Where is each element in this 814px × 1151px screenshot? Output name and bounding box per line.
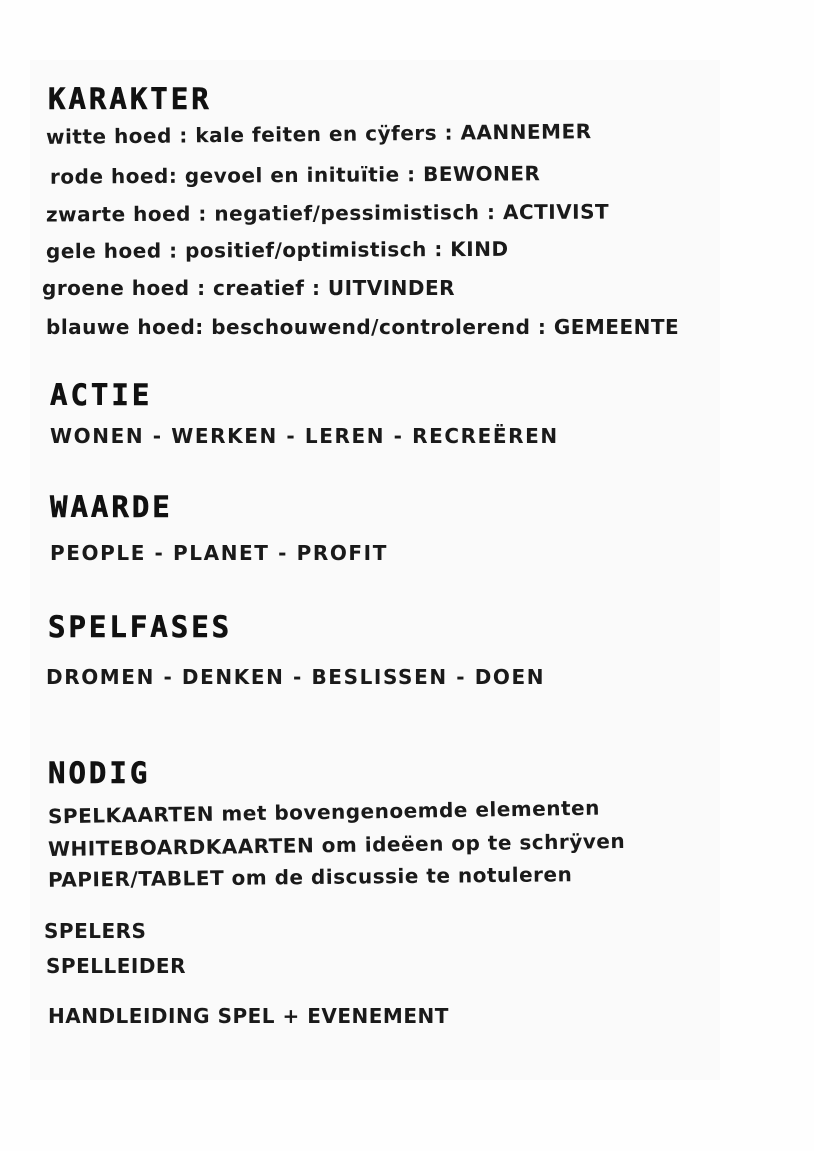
waarde-heading: WAARDE <box>50 490 173 524</box>
nodig-heading: NODIG <box>48 756 151 790</box>
karakter-line-blauwe-hoed: blauwe hoed: beschouwend/controlerend : GEMEENTE <box>46 315 680 339</box>
karakter-line-gele-hoed: gele hoed : positief/optimistisch : KIND <box>45 236 509 264</box>
actie-line: WONEN - WERKEN - LEREN - RECREËREN <box>50 424 559 448</box>
nodig-line-whiteboardkaarten: WHITEBOARDKAARTEN om ideëen op te schrÿven <box>47 828 626 862</box>
nodig-line-spelkaarten: SPELKAARTEN met bovengenoemde elementen <box>47 795 601 829</box>
nodig-line-spelleider: SPELLEIDER <box>46 954 186 978</box>
nodig-line-papier-tablet: PAPIER/TABLET om de discussie te notuleren <box>47 862 573 892</box>
waarde-line: PEOPLE - PLANET - PROFIT <box>50 541 388 565</box>
nodig-line-spelers: SPELERS <box>44 919 147 943</box>
karakter-heading: KARAKTER <box>48 82 212 116</box>
spelfases-line: DROMEN - DENKEN - BESLISSEN - DOEN <box>46 665 546 689</box>
karakter-line-zwarte-hoed: zwarte hoed : negatief/pessimistisch : ACTIVIST <box>45 199 610 227</box>
actie-heading: ACTIE <box>50 378 153 412</box>
nodig-line-handleiding: HANDLEIDING SPEL + EVENEMENT <box>48 1004 449 1028</box>
spelfases-heading: SPELFASES <box>48 610 233 644</box>
karakter-line-witte-hoed: witte hoed : kale feiten en cÿfers : AANNEMER <box>45 119 592 149</box>
karakter-line-groene-hoed: groene hoed : creatief : UITVINDER <box>42 276 456 300</box>
karakter-line-rode-hoed: rode hoed: gevoel en inituïtie : BEWONER <box>49 161 541 189</box>
